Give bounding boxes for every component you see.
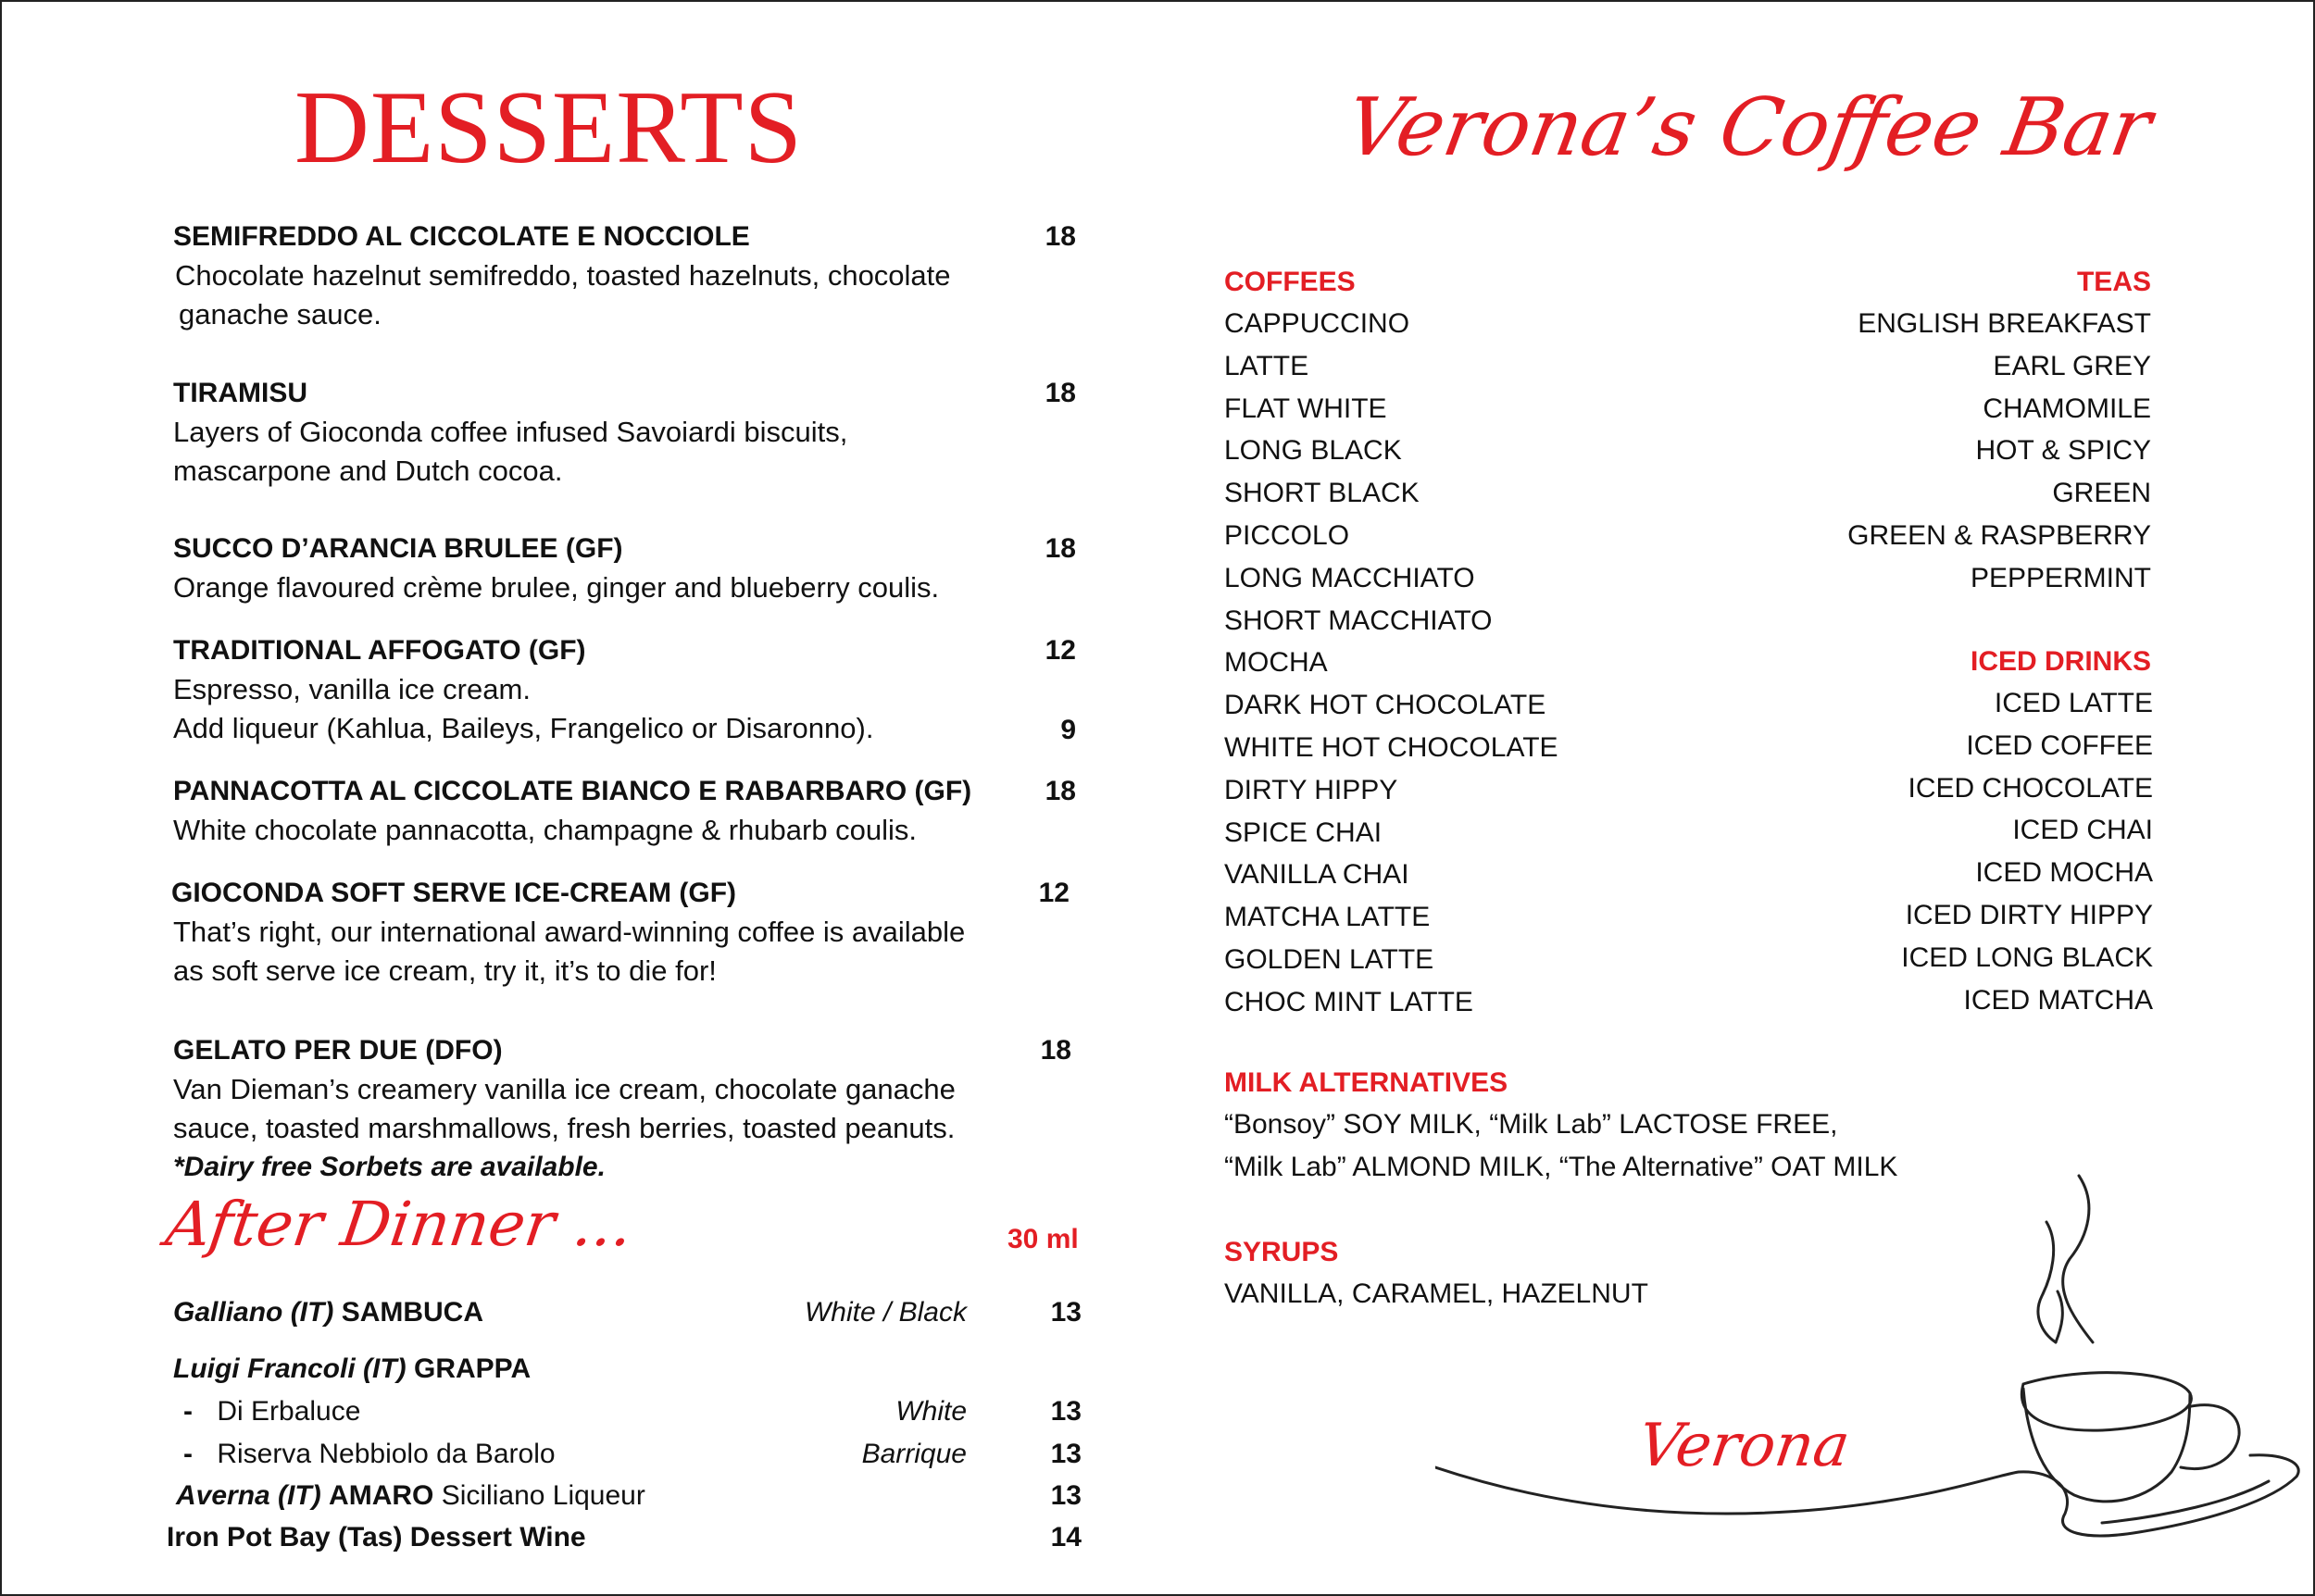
iced-drink-item: ICED MATCHA bbox=[1963, 984, 2153, 1016]
variant-style: White bbox=[895, 1396, 967, 1427]
brand-name: Luigi Francoli (IT) bbox=[173, 1353, 407, 1384]
dessert-desc: Espresso, vanilla ice cream. bbox=[173, 673, 531, 705]
tea-item: CHAMOMILE bbox=[1983, 393, 2151, 424]
iced-drink-item: ICED CHAI bbox=[2012, 815, 2153, 846]
coffee-item: MATCHA LATTE bbox=[1224, 902, 1431, 933]
dessert-name: TIRAMISU bbox=[173, 378, 307, 408]
iced-drink-item: ICED CHOCOLATE bbox=[1908, 772, 2153, 804]
dessert-name: PANNACOTTA AL CICCOLATE BIANCO E RABARBARO (GF) bbox=[173, 776, 972, 806]
coffee-item: CAPPUCCINO bbox=[1224, 308, 1410, 339]
teas-list bbox=[1734, 310, 2151, 607]
milk-alternatives-heading: MILK ALTERNATIVES bbox=[1224, 1067, 1508, 1098]
dessert-name: SEMIFREDDO AL CICCOLATE E NOCCIOLE bbox=[173, 221, 750, 252]
milk-line: “Milk Lab” ALMOND MILK, “The Alternative” OAT MILK bbox=[1224, 1152, 1898, 1182]
coffee-item: SHORT MACCHIATO bbox=[1224, 605, 1493, 636]
dessert-name: SUCCO D’ARANCIA BRULEE (GF) bbox=[173, 533, 623, 564]
dessert-price: 18 bbox=[1045, 378, 1076, 408]
dessert-desc: That’s right, our international award-winning coffee is available bbox=[173, 916, 966, 948]
spirit-name: SAMBUCA bbox=[341, 1297, 484, 1328]
coffee-item: DIRTY HIPPY bbox=[1224, 774, 1398, 805]
spirit-price: 13 bbox=[1050, 1480, 1082, 1511]
variant-price: 13 bbox=[1050, 1396, 1082, 1427]
brand-name: Averna (IT) bbox=[176, 1480, 321, 1511]
variant-dash: - bbox=[183, 1439, 193, 1469]
variant-dash: - bbox=[183, 1396, 193, 1427]
coffee-item: VANILLA CHAI bbox=[1224, 859, 1409, 891]
iced-drink-item: ICED COFFEE bbox=[1966, 729, 2153, 761]
spirit-name: GRAPPA bbox=[414, 1353, 532, 1384]
variant-name: Riserva Nebbiolo da Barolo bbox=[217, 1439, 556, 1469]
dessert-price: 12 bbox=[1045, 635, 1076, 666]
dessert-desc: Chocolate hazelnut semifreddo, toasted hazelnuts, chocolate bbox=[175, 259, 951, 292]
coffee-item: FLAT WHITE bbox=[1224, 393, 1387, 424]
dessert-desc: Add liqueur (Kahlua, Baileys, Frangelico or Disaronno). bbox=[173, 712, 874, 744]
variant-name: Di Erbaluce bbox=[217, 1396, 361, 1427]
dessert-price: 18 bbox=[1045, 221, 1076, 252]
coffee-item: GOLDEN LATTE bbox=[1224, 943, 1434, 975]
spirit-price: 13 bbox=[1050, 1297, 1082, 1328]
tea-item: GREEN bbox=[2052, 478, 2151, 509]
coffee-item: LONG BLACK bbox=[1224, 435, 1402, 467]
spirit-desc: Siciliano Liqueur bbox=[441, 1480, 645, 1511]
coffee-item: CHOC MINT LATTE bbox=[1224, 986, 1473, 1017]
tea-item: EARL GREY bbox=[1993, 350, 2151, 381]
tea-item: ENGLISH BREAKFAST bbox=[1858, 308, 2151, 339]
after-dinner-title: After Dinner ... bbox=[161, 1189, 638, 1260]
iced-drink-item: ICED DIRTY HIPPY bbox=[1905, 899, 2153, 930]
dessert-desc: Layers of Gioconda coffee infused Savoiardi biscuits, bbox=[173, 416, 848, 448]
measure-label: 30 ml bbox=[1007, 1224, 1079, 1254]
dessert-desc: as soft serve ice cream, try it, it’s to die for! bbox=[173, 954, 717, 987]
dessert-desc: Van Dieman’s creamery vanilla ice cream, chocolate ganache bbox=[173, 1073, 956, 1105]
after-dinner-grappa bbox=[173, 1355, 531, 1383]
iced-drink-item: ICED LONG BLACK bbox=[1901, 941, 2153, 973]
coffee-bar-title: Verona’s Coffee Bar bbox=[1339, 81, 2159, 174]
brand-name: Galliano (IT) bbox=[173, 1297, 334, 1328]
dessert-desc: ganache sauce. bbox=[179, 298, 382, 330]
dessert-desc: mascarpone and Dutch cocoa. bbox=[173, 455, 563, 487]
dessert-price: 12 bbox=[1038, 878, 1070, 908]
tea-item: PEPPERMINT bbox=[1970, 562, 2151, 593]
syrups-line: VANILLA, CARAMEL, HAZELNUT bbox=[1224, 1278, 1648, 1309]
tea-item: HOT & SPICY bbox=[1975, 435, 2151, 467]
spirit-style: White / Black bbox=[804, 1297, 967, 1328]
verona-signature: Verona bbox=[1633, 1412, 1854, 1480]
coffee-item: WHITE HOT CHOCOLATE bbox=[1224, 731, 1558, 763]
tea-item: GREEN & RASPBERRY bbox=[1847, 519, 2151, 551]
dessert-price: 18 bbox=[1045, 533, 1076, 564]
coffee-item: SPICE CHAI bbox=[1224, 817, 1383, 848]
dessert-price: 18 bbox=[1040, 1035, 1071, 1066]
dessert-wine: Iron Pot Bay (Tas) Dessert Wine bbox=[167, 1522, 586, 1552]
iced-drinks-list bbox=[1736, 690, 2153, 1029]
milk-line: “Bonsoy” SOY MILK, “Milk Lab” LACTOSE FREE, bbox=[1224, 1109, 1838, 1140]
coffee-item: LONG MACCHIATO bbox=[1224, 562, 1475, 593]
dessert-name: GELATO PER DUE (DFO) bbox=[173, 1035, 503, 1066]
dessert-desc: sauce, toasted marshmallows, fresh berries, toasted peanuts. bbox=[173, 1112, 956, 1144]
coffee-item: SHORT BLACK bbox=[1224, 478, 1420, 509]
coffee-item: MOCHA bbox=[1224, 647, 1328, 679]
grappa-variant bbox=[183, 1440, 556, 1468]
wine-price: 14 bbox=[1050, 1522, 1082, 1552]
syrups-heading: SYRUPS bbox=[1224, 1237, 1339, 1267]
dessert-price: 18 bbox=[1045, 776, 1076, 806]
iced-drinks-heading: ICED DRINKS bbox=[1970, 646, 2151, 677]
after-dinner-galliano bbox=[173, 1299, 483, 1327]
coffee-item: DARK HOT CHOCOLATE bbox=[1224, 690, 1546, 721]
teas-heading: TEAS bbox=[2076, 267, 2151, 297]
dessert-desc: White chocolate pannacotta, champagne & rhubarb coulis. bbox=[173, 814, 918, 846]
coffee-item: PICCOLO bbox=[1224, 519, 1350, 551]
coffees-heading: COFFEES bbox=[1224, 267, 1356, 297]
dessert-desc: Orange flavoured crème brulee, ginger and blueberry coulis. bbox=[173, 571, 940, 604]
desserts-title: DESSERTS bbox=[294, 70, 803, 185]
iced-drink-item: ICED MOCHA bbox=[1975, 857, 2153, 889]
dessert-name: GIOCONDA SOFT SERVE ICE-CREAM (GF) bbox=[171, 878, 737, 908]
coffee-cup-line-art-icon bbox=[1435, 1157, 2306, 1546]
after-dinner-averna bbox=[176, 1482, 645, 1510]
dairy-free-note: *Dairy free Sorbets are available. bbox=[173, 1152, 606, 1182]
coffees-list bbox=[1224, 310, 1558, 1031]
dessert-name: TRADITIONAL AFFOGATO (GF) bbox=[173, 635, 586, 666]
grappa-variant bbox=[183, 1398, 360, 1426]
iced-drink-item: ICED LATTE bbox=[1994, 688, 2153, 718]
coffee-item: LATTE bbox=[1224, 350, 1309, 381]
spirit-name: AMARO bbox=[329, 1480, 434, 1511]
liqueur-addon-price: 9 bbox=[1060, 715, 1076, 745]
variant-style: Barrique bbox=[861, 1439, 967, 1469]
variant-price: 13 bbox=[1050, 1439, 1082, 1469]
